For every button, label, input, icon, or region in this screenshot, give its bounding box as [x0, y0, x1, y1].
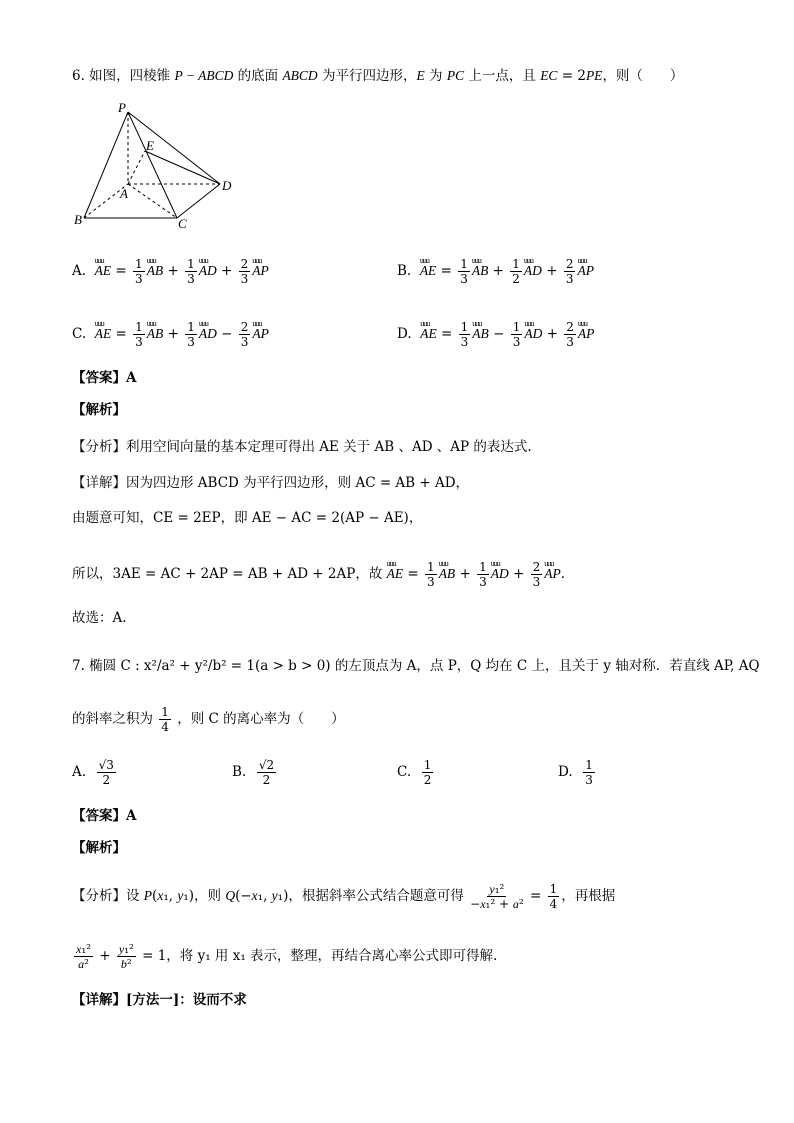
q6-detail-3: 所以，3AE = AC + 2AP = AB + AD + 2AP，故 uuu AE = $\frac{1}{3}$ uuu AB + $\frac{1}{3}$ uuu AD + $\frac{2}{3}$ uuu AP. [72, 560, 565, 589]
q6-fenxi: 【分析】利用空间向量的基本定理可得出 AE 关于 AB 、AD 、AP 的表达式. [72, 439, 532, 455]
label-e: E [146, 138, 154, 153]
q6-option-a: A. uuu AE = $\frac{1}{3}$ uuu AB + $\frac{1}{3}$ uuu AD + $\frac{2}{3}$ uuu AP [72, 257, 269, 286]
q6-answer: 【答案】A [72, 370, 137, 386]
label-d: D [222, 178, 232, 193]
q6-choose: 故选：A. [72, 610, 127, 626]
q7-answer: 【答案】A [72, 808, 137, 824]
q6-option-b: B. uuu AE = $\frac{1}{3}$ uuu AB + $\frac{1}{2}$ uuu AD + $\frac{2}{3}$ uuu AP [397, 257, 594, 286]
q6-option-d: D. uuu AE = $\frac{1}{3}$ uuu AB − $\frac{1}{3}$ uuu AD + $\frac{2}{3}$ uuu AP [397, 320, 594, 349]
q7-option-d: D. $\frac{1}{3}$ [558, 758, 593, 787]
q7-option-a: A. $\frac{√3}{2}$ [72, 758, 114, 787]
pyramid-figure [72, 100, 252, 230]
q7-option-b: B. $\frac{√2}{2}$ [232, 758, 275, 787]
label-p: P [118, 100, 126, 115]
q6-option-c: C. uuu AE = $\frac{1}{3}$ uuu AB + $\frac{1}{3}$ uuu AD − $\frac{2}{3}$ uuu AP [72, 320, 269, 349]
label-b: B [74, 212, 82, 227]
q7-analysis-head: 【解析】 [72, 840, 126, 856]
q7-option-c: C. $\frac{1}{2}$ [397, 758, 432, 787]
q6-stem: 6. 如图，四棱锥 P − ABCD 的底面 ABCD 为平行四边形，E 为 PC 上一点，且 EC = 2PE，则（ ） [72, 68, 684, 84]
label-c: C [178, 216, 187, 230]
q7-stem-1: 7. 椭圆 C : x²/a² + y²/b² = 1(a > b > 0) 的左顶点为 A，点 P，Q 均在 C 上，且关于 y 轴对称．若直线 AP, AQ [72, 658, 760, 674]
q7-stem-2: 的斜率之积为 $\frac{1}{4}$ ，则 C 的离心率为（ ） [72, 705, 345, 734]
q6-analysis-head: 【解析】 [72, 402, 126, 418]
q6-detail-1: 【详解】因为四边形 ABCD 为平行四边形，则 AC = AB + AD， [72, 475, 470, 491]
q7-fenxi: 【分析】设 P(x₁, y₁)，则 Q(−x₁, y₁)，根据斜率公式结合题意可得 $\frac{\text{y₁²}}{\text{−x₁² + a²}}$ = $\frac{1}{4}$ ，再根据 [72, 882, 616, 911]
q6-detail-2: 由题意可知，CE = 2EP，即 AE − AC = 2(AP − AE)， [72, 510, 423, 526]
q7-line-2: $\frac{\text{x₁²}}{\text{a²}}$ + $\frac{\text{y₁²}}{\text{b²}}$ = 1，将 y₁ 用 x₁ 表示，整理，再结合离心率公式即可得解. [76, 942, 498, 971]
label-a: A [120, 186, 128, 201]
q7-detail-head: 【详解】[方法一]：设而不求 [72, 992, 247, 1008]
